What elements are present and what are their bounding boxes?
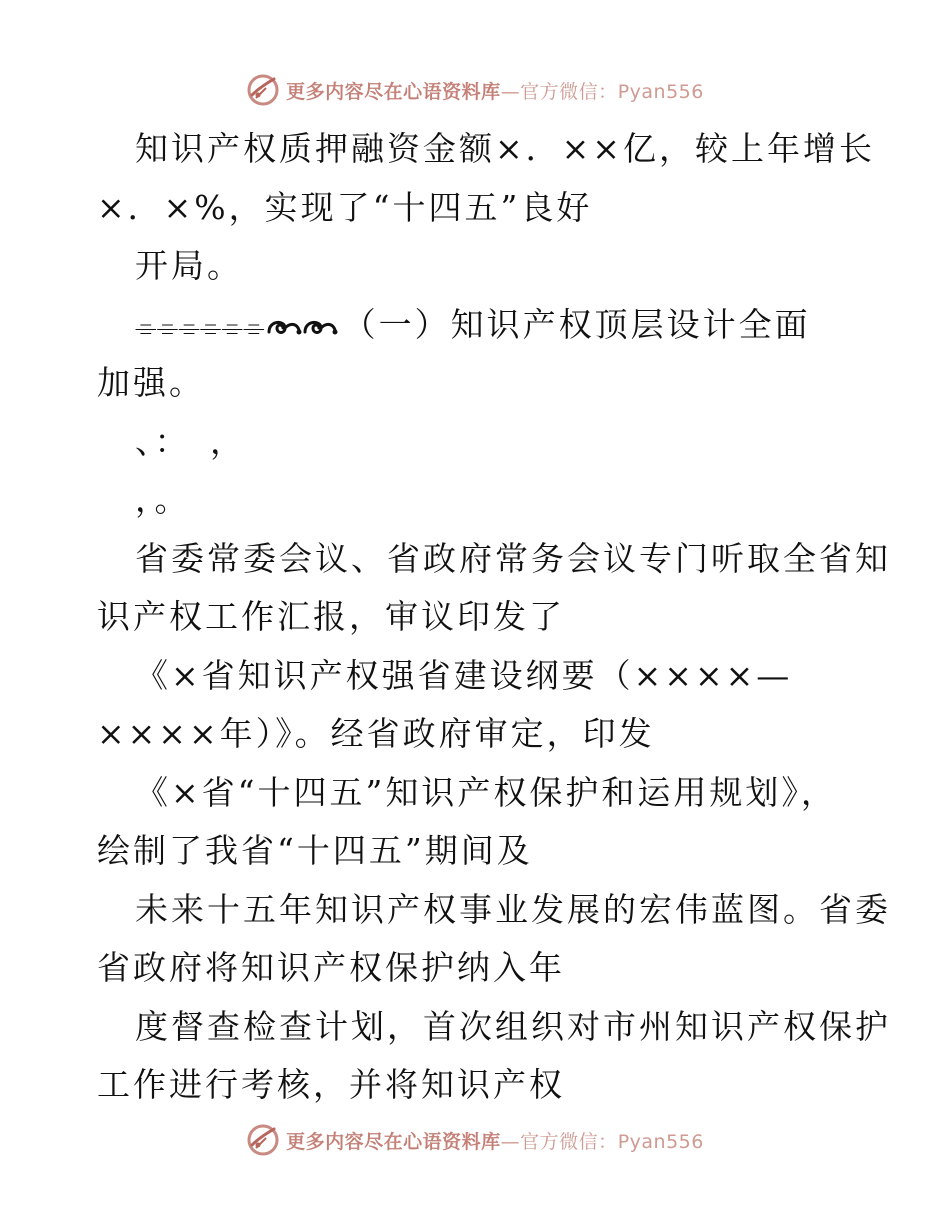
body-line: ××××年）》。经省政府审定，印发: [97, 714, 655, 753]
body-line: 、： ，: [135, 421, 246, 461]
watermark-text: 更多内容尽在心语资料库—官方微信：Pyan556: [286, 80, 704, 103]
body-line: ×．×%，实现了“十四五”良好: [97, 187, 593, 227]
body-line: 开局。: [135, 246, 243, 285]
flourish-ornament-icon: [265, 312, 341, 342]
document-body: [97, 120, 891, 1115]
watermark-text: 更多内容尽在心语资料库—官方微信：Pyan556: [286, 1130, 704, 1153]
decorative-dashes: ⌯⌯⌯⌯⌯⌯: [135, 311, 265, 343]
section-heading-line: [97, 296, 857, 355]
footer-watermark: [0, 1120, 950, 1160]
header-watermark: [0, 70, 950, 110]
body-line: 工作进行考核，并将知识产权: [97, 1065, 565, 1104]
brush-pen-logo-icon: [246, 1123, 280, 1157]
body-line: 绘制了我省“十四五”期间及: [97, 831, 533, 870]
body-line: ，。: [135, 480, 191, 519]
body-line: 省委常委会议、省政府常务会议专门听取全省知: [135, 538, 891, 578]
body-line: 识产权工作汇报，审议印发了: [97, 597, 565, 636]
body-line: 未来十五年知识产权事业发展的宏伟蓝图。省委: [135, 889, 891, 929]
body-line: 加强。: [97, 363, 205, 402]
body-line: 省政府将知识产权保护纳入年: [97, 948, 565, 987]
section-heading-text: （一）知识产权顶层设计全面: [342, 304, 811, 344]
body-line: 知识产权质押融资金额×．××亿，较上年增长: [135, 129, 875, 168]
body-line: 度督查检查计划，首次组织对市州知识产权保护: [135, 1006, 891, 1046]
body-line: 《×省知识产权强省建设纲要（××××—: [135, 655, 793, 695]
body-line: 《×省“十四五”知识产权保护和运用规划》，: [135, 772, 837, 812]
brush-pen-logo-icon: [246, 73, 280, 107]
